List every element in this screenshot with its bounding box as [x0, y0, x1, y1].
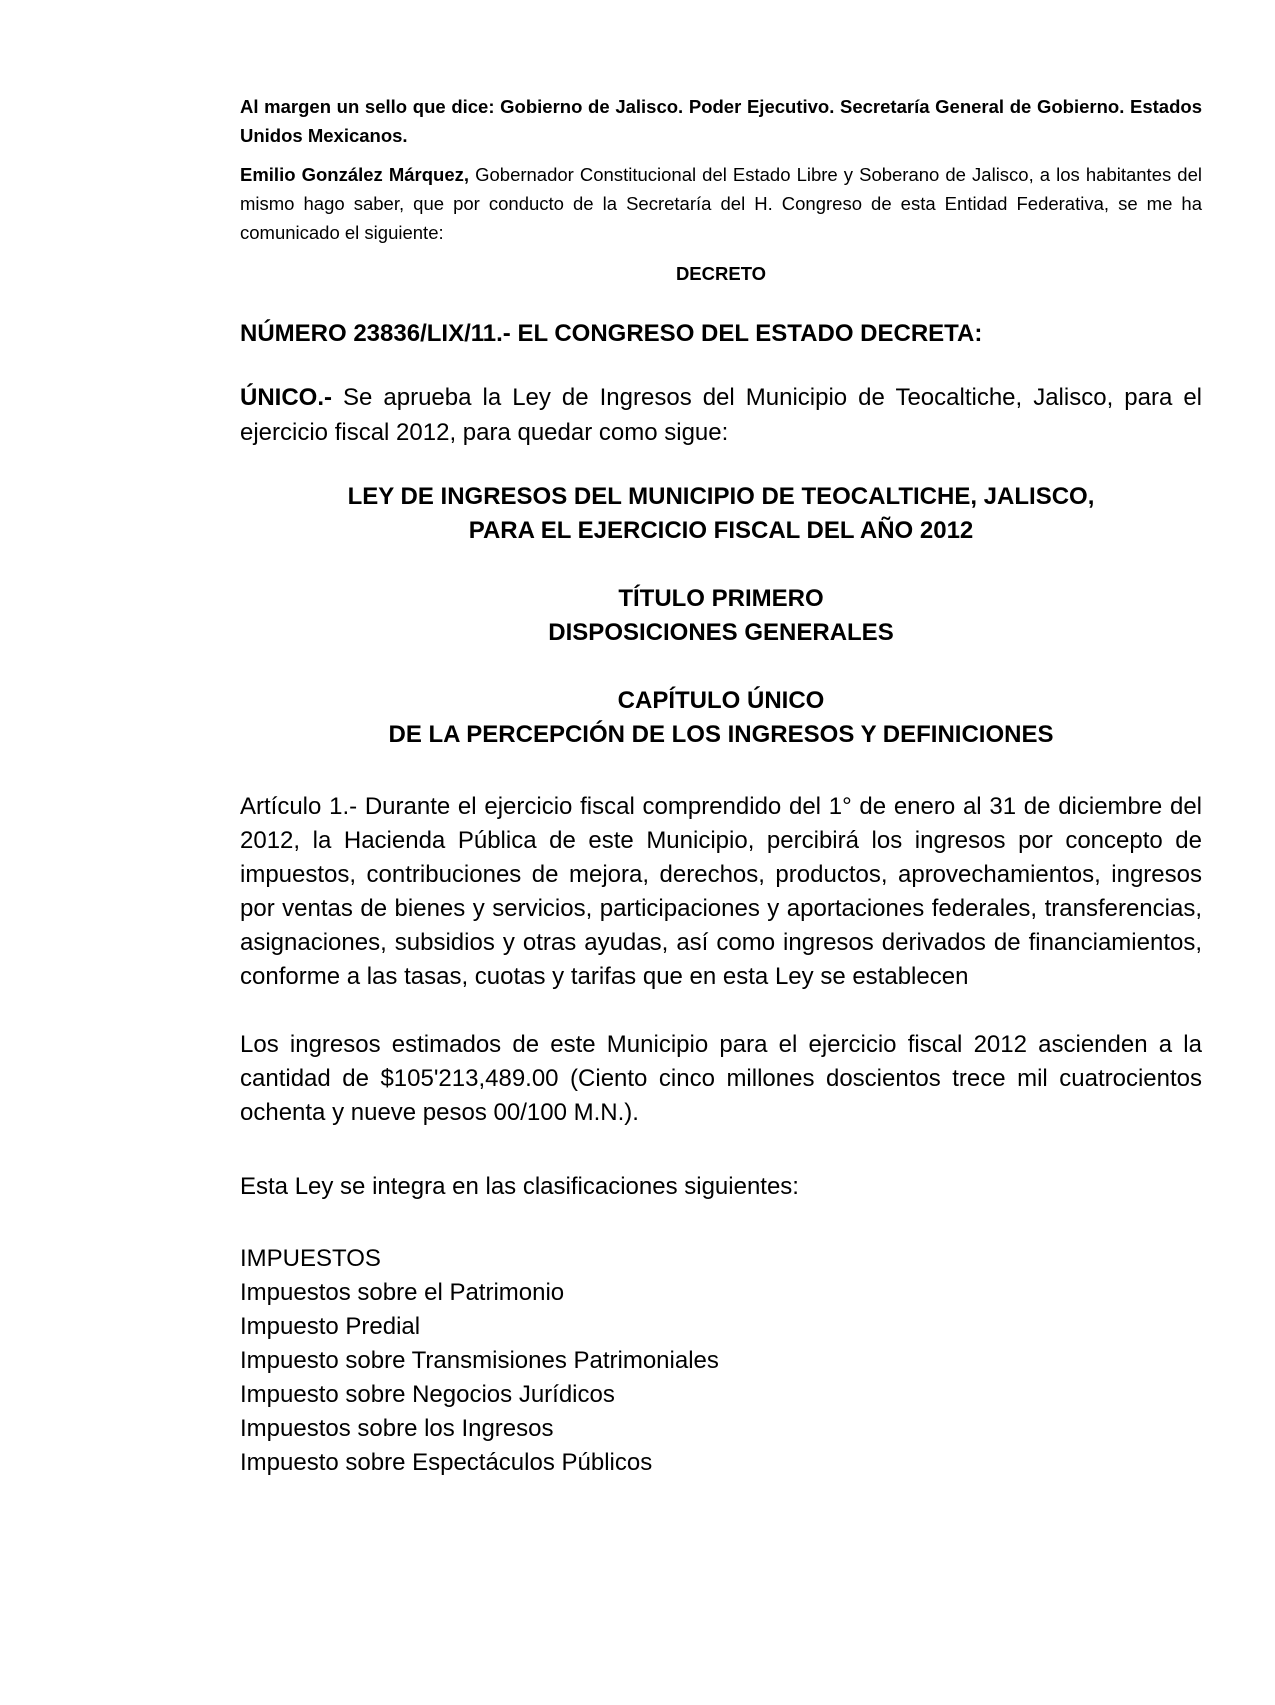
list-item: Impuesto sobre Transmisiones Patrimoniales	[240, 1347, 719, 1374]
list-item: IMPUESTOS	[240, 1245, 381, 1272]
titulo-line-2: DISPOSICIONES GENERALES	[548, 619, 894, 646]
unico-text: Se aprueba la Ley de Ingresos del Municipio de Teocaltiche, Jalisco, para el ejercicio fiscal 2012, para quedar como sigue:	[240, 384, 1202, 446]
governor-text: Gobernador Constitucional del Estado Libre y Soberano de Jalisco, a los habitantes del mismo hago saber, que por conducto de la Secretaría del H. Congreso de esta Entidad Federativa, se me ha comunicado el siguiente:	[240, 164, 1202, 243]
titulo-line-1: TÍTULO PRIMERO	[618, 585, 824, 612]
governor-paragraph	[240, 160, 1202, 247]
list-item: Impuesto sobre Espectáculos Públicos	[240, 1449, 653, 1476]
unico-paragraph	[240, 380, 1202, 450]
decreto-label: DECRETO	[675, 263, 767, 284]
list-item: Impuestos sobre los Ingresos	[240, 1415, 554, 1442]
governor-name: Emilio González Márquez,	[240, 164, 470, 185]
titulo-heading	[240, 582, 1202, 650]
document-page	[240, 92, 1202, 1480]
law-title	[240, 480, 1202, 548]
capitulo-heading	[240, 684, 1202, 752]
list-item: Impuesto sobre Negocios Jurídicos	[240, 1381, 615, 1408]
capitulo-line-2: DE LA PERCEPCIÓN DE LOS INGRESOS Y DEFINICIONES	[388, 721, 1054, 748]
decree-number: NÚMERO 23836/LIX/11.- EL CONGRESO DEL ESTADO DECRETA:	[240, 320, 983, 347]
unico-label: ÚNICO.-	[240, 384, 332, 411]
capitulo-line-1: CAPÍTULO ÚNICO	[617, 687, 825, 714]
classification-list	[240, 1242, 1202, 1480]
ingresos-estimados: Los ingresos estimados de este Municipio para el ejercicio fiscal 2012 ascienden a la cantidad de $105'213,489.00 (Ciento cinco millones doscientos trece mil cuatrocientos ochenta y nueve pesos 00/100 M.N.).	[240, 1031, 1202, 1126]
list-item: Impuesto Predial	[240, 1313, 421, 1340]
list-item: Impuestos sobre el Patrimonio	[240, 1279, 565, 1306]
articulo-1: Artículo 1.- Durante el ejercicio fiscal comprendido del 1° de enero al 31 de diciembre del 2012, la Hacienda Pública de este Municipio, percibirá los ingresos por concepto de impuestos, contribuciones de mejora, derechos, productos, aprovechamientos, ingresos por ventas de bienes y servicios, participaciones y aportaciones federales, transferencias, asignaciones, subsidios y otras ayudas, así como ingresos derivados de financiamientos, conforme a las tasas, cuotas y tarifas que en esta Ley se establecen	[240, 793, 1202, 990]
integra-text: Esta Ley se integra en las clasificaciones siguientes:	[240, 1173, 799, 1200]
law-title-line-1: LEY DE INGRESOS DEL MUNICIPIO DE TEOCALTICHE, JALISCO,	[347, 483, 1095, 510]
law-title-line-2: PARA EL EJERCICIO FISCAL DEL AÑO 2012	[468, 517, 974, 544]
margin-note: Al margen un sello que dice: Gobierno de Jalisco. Poder Ejecutivo. Secretaría General de Gobierno. Estados Unidos Mexicanos.	[240, 96, 1202, 146]
